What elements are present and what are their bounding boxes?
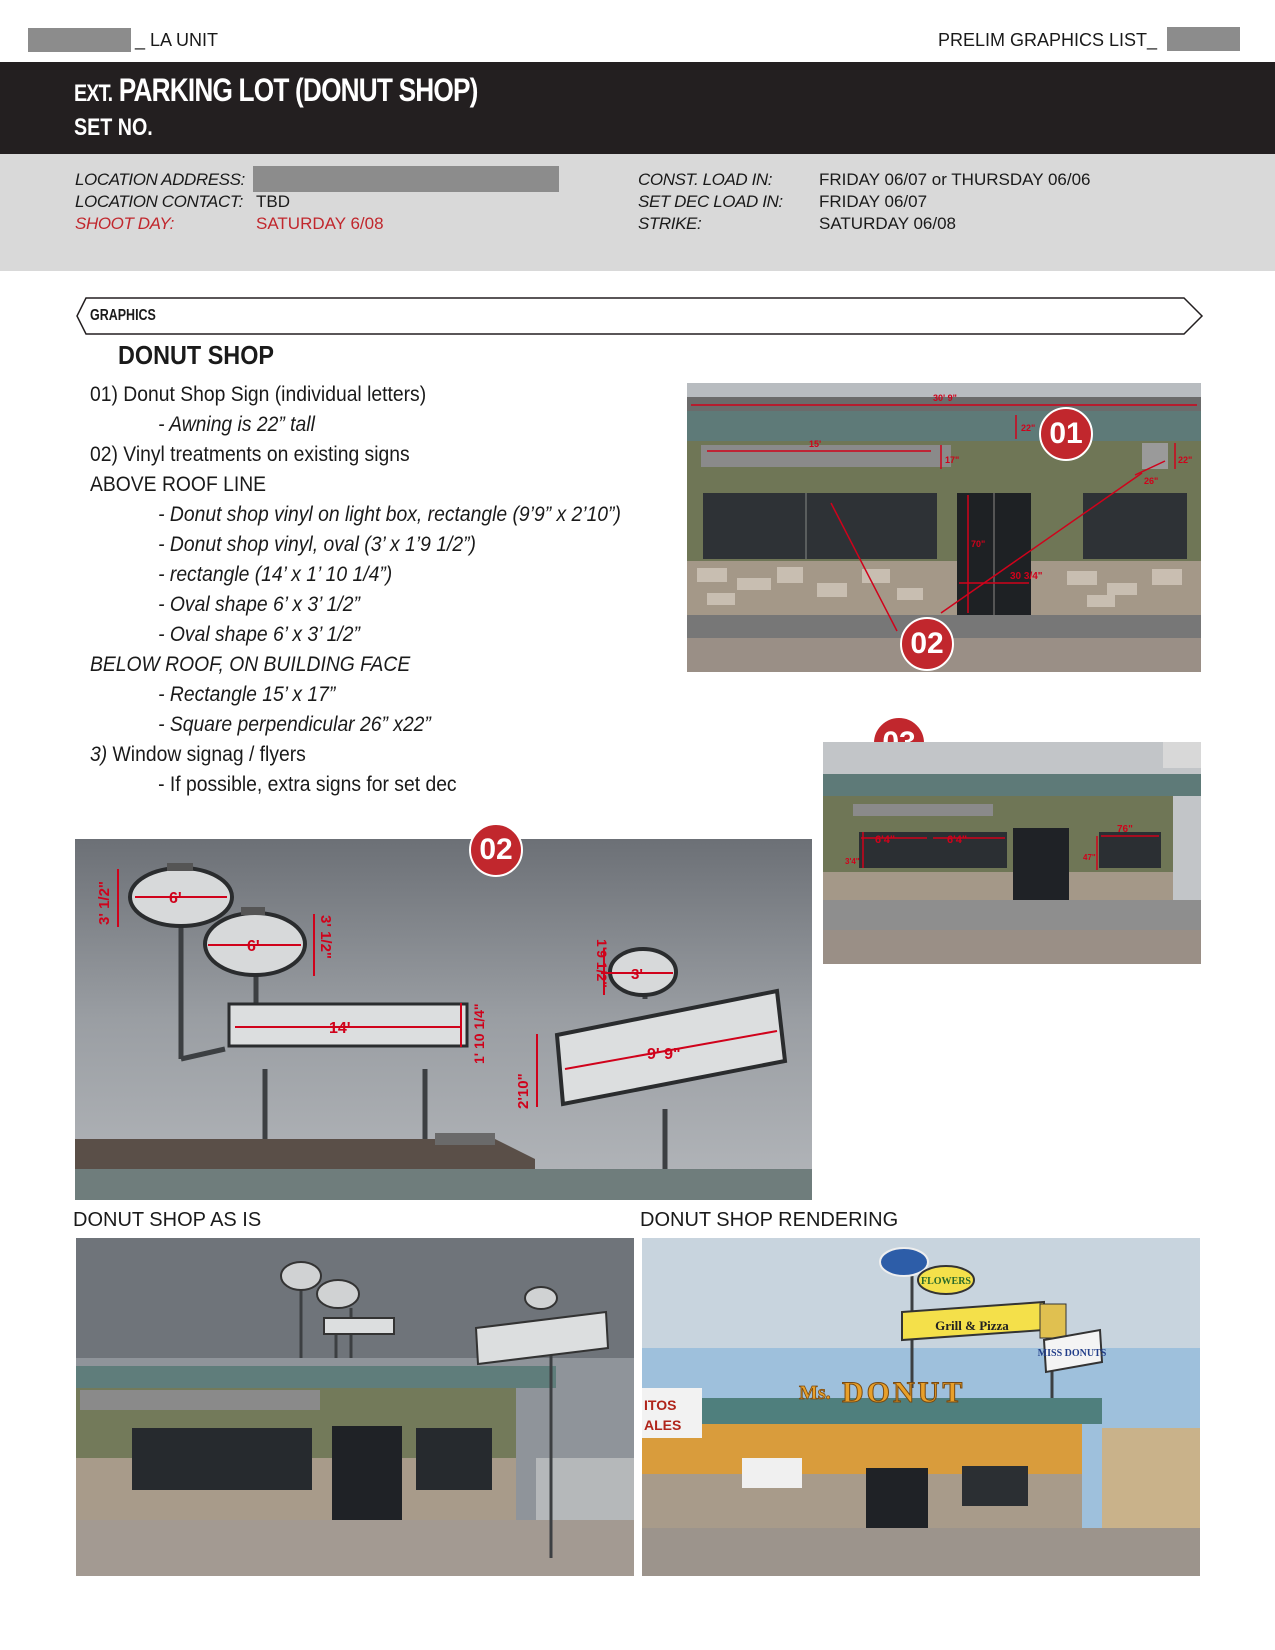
- callout-badge-01: 01: [1039, 407, 1093, 461]
- location-address-label: LOCATION ADDRESS:: [75, 170, 245, 189]
- measure-label: 70": [971, 539, 986, 549]
- list-item: - rectangle (14’ x 1’ 10 1/4”): [158, 563, 393, 586]
- list-item: 01) Donut Shop Sign (individual letters): [90, 383, 427, 406]
- ales-sign-text: ALES: [644, 1417, 682, 1433]
- graphics-list-text: PRELIM GRAPHICS LIST_: [937, 29, 1157, 50]
- list-item: - Rectangle 15’ x 17”: [158, 683, 336, 706]
- graphics-tab-label: GRAPHICS: [90, 307, 156, 324]
- const-load-in-label: CONST. LOAD IN:: [638, 170, 773, 189]
- measure-label: 6'4": [875, 834, 896, 846]
- location-contact-label: LOCATION CONTACT:: [75, 192, 243, 211]
- donut-letters: DONUT: [842, 1376, 966, 1409]
- shoot-day-label: SHOOT DAY:: [75, 214, 174, 233]
- list-item: 02) Vinyl treatments on existing signs: [90, 443, 410, 466]
- const-load-in-value: FRIDAY 06/07 or THURSDAY 06/06: [819, 170, 1091, 189]
- measure-label: 2'10": [515, 1073, 532, 1109]
- strike-value: SATURDAY 06/08: [819, 214, 957, 233]
- unit-label-text: _ LA UNIT: [135, 29, 219, 50]
- window-illustration: [823, 742, 1201, 964]
- info-panel: [0, 154, 1275, 271]
- rooftop-signs-illustration: [75, 839, 812, 1200]
- measure-label: 22": [1178, 455, 1193, 465]
- measure-label: 6': [247, 938, 260, 955]
- itos-sign-text: ITOS: [644, 1397, 677, 1413]
- measure-label: 3': [631, 966, 643, 983]
- shoot-day-value: SATURDAY 6/08: [256, 214, 384, 233]
- rendering-illustration: [642, 1238, 1200, 1576]
- flowers-sign-text: FLOWERS: [920, 1276, 972, 1287]
- redacted-block: [28, 28, 131, 52]
- unit-label: [135, 28, 218, 52]
- list-heading: BELOW ROOF, ON BUILDING FACE: [90, 653, 411, 676]
- graphics-section-tab: [76, 297, 1204, 335]
- measure-label: 76": [1117, 824, 1133, 835]
- scene-title-text: PARKING LOT (DONUT SHOP): [118, 72, 478, 108]
- caption-rendering: DONUT SHOP RENDERING: [640, 1209, 899, 1231]
- measure-label: 6': [169, 890, 182, 907]
- strike-label: STRIKE:: [638, 214, 702, 233]
- list-item: - Square perpendicular 26” x22”: [158, 713, 431, 736]
- set-dec-load-in-value: FRIDAY 06/07: [819, 192, 928, 211]
- list-item: - Donut shop vinyl, oval (3’ x 1’9 1/2”): [158, 533, 476, 556]
- scene-banner: [0, 62, 1275, 154]
- measure-label: 9' 9": [647, 1046, 681, 1063]
- list-item: - Oval shape 6’ x 3’ 1/2”: [158, 623, 360, 646]
- caption-as-is: DONUT SHOP AS IS: [73, 1209, 262, 1231]
- miss-donuts-sign-text: MISS DONUTS: [1037, 1348, 1107, 1359]
- measure-label: 3' 1/2": [96, 880, 113, 925]
- measure-label: 30' 9": [933, 393, 957, 403]
- rooftop-signs-photo: [75, 839, 812, 1200]
- tab-outline: [76, 297, 1204, 335]
- callout-badge-02: 02: [469, 823, 523, 877]
- scene-title: [74, 72, 478, 109]
- measure-label: 22": [1021, 423, 1036, 433]
- measure-label: 30 3/4": [1010, 571, 1043, 582]
- measure-label: 6'4": [947, 834, 968, 846]
- ms-letters: Ms.: [799, 1382, 831, 1404]
- item-text: Window signag / flyers: [107, 743, 306, 766]
- list-item: [90, 740, 621, 770]
- graphics-item-list: [90, 380, 667, 800]
- measure-label: 26": [1144, 476, 1159, 486]
- as-is-illustration: [76, 1238, 634, 1576]
- graphics-list-label: [938, 28, 1157, 52]
- donut-shop-rendering-photo: [642, 1238, 1200, 1576]
- list-item: - Awning is 22” tall: [158, 413, 315, 436]
- list-item: - If possible, extra signs for set dec: [158, 773, 457, 796]
- measure-label: 15': [809, 439, 822, 449]
- callout-badge-02: 02: [900, 617, 954, 671]
- measure-label: 3' 1/2": [317, 915, 334, 960]
- scene-ext: EXT.: [74, 80, 113, 107]
- set-number: SET NO.: [74, 114, 153, 141]
- set-dec-load-in-label: SET DEC LOAD IN:: [638, 192, 783, 211]
- measure-label: 14': [329, 1020, 351, 1037]
- measure-label: 17": [945, 455, 960, 465]
- item-number: 3): [90, 743, 108, 766]
- redacted-address: [253, 166, 559, 192]
- window-measure-photo: [823, 742, 1201, 964]
- measure-label: 1' 10 1/4": [471, 1003, 487, 1064]
- list-heading: ABOVE ROOF LINE: [90, 473, 267, 496]
- measure-label: 3'4": [845, 857, 860, 866]
- location-contact-value: TBD: [256, 192, 290, 211]
- section-title: DONUT SHOP: [118, 340, 275, 370]
- list-item: - Oval shape 6’ x 3’ 1/2”: [158, 593, 360, 616]
- measure-label: 47": [1083, 853, 1096, 862]
- donut-shop-as-is-photo: [76, 1238, 634, 1576]
- measure-label: 1'9 1/2": [594, 939, 610, 988]
- list-item: - Donut shop vinyl on light box, rectangle (9’9” x 2’10”): [158, 503, 621, 526]
- redacted-block: [1167, 27, 1240, 51]
- grill-sign-text: Grill & Pizza: [935, 1318, 1009, 1333]
